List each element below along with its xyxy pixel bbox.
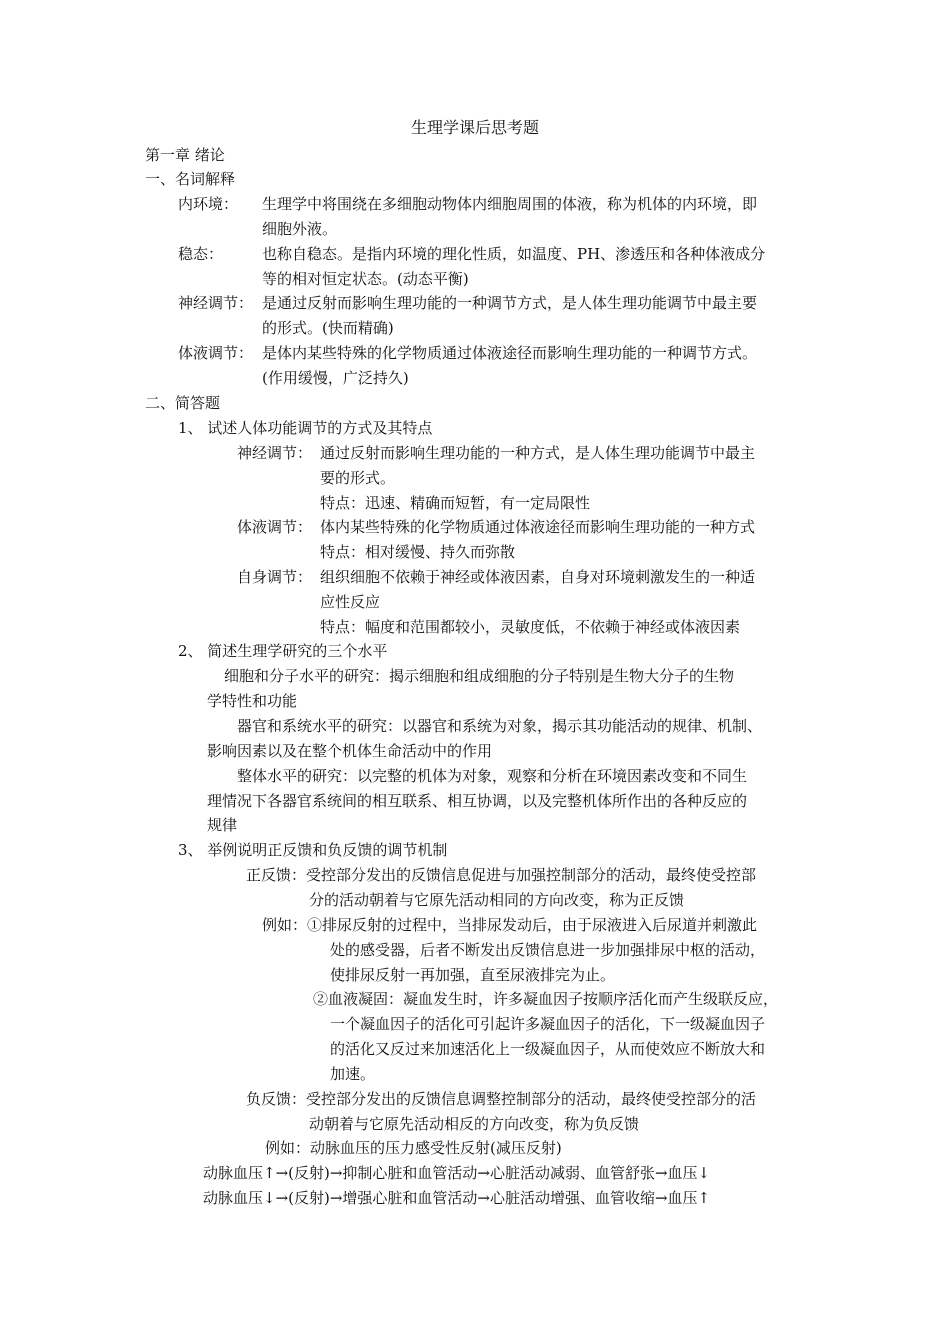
- q3-positive-line: 正反馈：受控部分发出的反馈信息促进与加强控制部分的活动，最终使受控部: [246, 866, 757, 884]
- q1-auto-term: 自身调节：: [237, 568, 313, 586]
- q3-example-line: 加速。: [330, 1065, 376, 1083]
- definition-body: [262, 192, 810, 242]
- q2-paragraph-line: 影响因素以及在整个机体生命活动中的作用: [207, 742, 493, 760]
- q3-negative-example: 例如：动脉血压的压力感受性反射(减压反射): [265, 1139, 562, 1157]
- question-1-title: 1、 试述人体功能调节的方式及其特点: [178, 419, 433, 437]
- q3-negative-line: 动朝着与它原先活动相反的方向改变，称为负反馈: [309, 1115, 640, 1133]
- page-title: 生理学课后思考题: [410, 118, 539, 137]
- q2-paragraph-line: 学特性和功能: [207, 692, 298, 710]
- q1-neural-feature: 特点：迅速、精确而短暂，有一定局限性: [320, 494, 591, 512]
- q1-auto-feature: 特点：幅度和范围都较小，灵敏度低，不依赖于神经或体液因素: [320, 618, 741, 636]
- definition-line: 也称自稳态。是指内环境的理化性质，如温度、PH、渗透压和各种体液成分: [262, 245, 766, 263]
- q1-humoral-feature: 特点：相对缓慢、持久而弥散: [320, 543, 516, 561]
- definition-line: 是体内某些特殊的化学物质通过体液途径而影响生理功能的一种调节方式。: [262, 344, 758, 362]
- definition-body: [262, 242, 810, 292]
- q2-paragraph-line: 理情况下各器官系统间的相互联系、相互协调，以及完整机体所作出的各种反应的: [207, 792, 748, 810]
- q3-example-line: 使排尿反射一再加强，直至尿液排完为止。: [330, 966, 616, 984]
- q3-example-line: 的活化又反过来加速活化上一级凝血因子，从而使效应不断放大和: [330, 1040, 766, 1058]
- definition-line: (作用缓慢，广泛持久): [262, 369, 409, 387]
- q3-reflex-chain-down: 动脉血压↓→(反射)→增强心脏和血管活动→心脏活动增强、血管收缩→血压↑: [203, 1189, 711, 1207]
- definition-term: 神经调节：: [178, 294, 254, 312]
- definition-line: 生理学中将围绕在多细胞动物体内细胞周围的体液，称为机体的内环境，即: [262, 195, 758, 213]
- q3-example-line: ②血液凝固：凝血发生时，许多凝血因子按顺序活化而产生级联反应，: [313, 990, 779, 1008]
- q1-neural-line: 通过反射而影响生理功能的一种方式，是人体生理功能调节中最主: [320, 444, 756, 462]
- definition-term: 体液调节：: [178, 344, 254, 362]
- q3-negative-line: 负反馈：受控部分发出的反馈信息调整控制部分的活动，最终使受控部分的活: [246, 1090, 757, 1108]
- q2-paragraph-line: 规律: [207, 816, 238, 834]
- definition-body: [262, 291, 810, 341]
- definition-line: 的形式。(快而精确): [262, 319, 394, 337]
- q1-auto-line: 应性反应: [320, 593, 381, 611]
- definition-body: [262, 341, 810, 391]
- definition-term: 内环境：: [178, 195, 239, 213]
- q2-paragraph-line: 整体水平的研究：以完整的机体为对象，观察和分析在环境因素改变和不同生: [237, 767, 748, 785]
- q2-paragraph-line: 细胞和分子水平的研究：揭示细胞和组成细胞的分子特别是生物大分子的生物: [224, 667, 735, 685]
- definition-line: 等的相对恒定状态。(动态平衡): [262, 270, 469, 288]
- definition-line: 细胞外液。: [262, 220, 338, 238]
- q1-neural-line: 要的形式。: [320, 469, 396, 487]
- question-2-title: 2、 简述生理学研究的三个水平: [178, 642, 388, 660]
- q1-neural-term: 神经调节：: [237, 444, 313, 462]
- chapter-heading: 第一章 绪论: [145, 146, 225, 164]
- section-heading-questions: 二、简答题: [145, 394, 221, 412]
- q3-reflex-chain-up: 动脉血压↑→(反射)→抑制心脏和血管活动→心脏活动减弱、血管舒张→血压↓: [203, 1164, 711, 1182]
- q1-humoral-line: 体内某些特殊的化学物质通过体液途径而影响生理功能的一种方式: [320, 518, 756, 536]
- definition-term: 稳态：: [178, 245, 224, 263]
- question-3-title: 3、 举例说明正反馈和负反馈的调节机制: [178, 841, 448, 859]
- q3-example-line: 例如：①排尿反射的过程中，当排尿发动后，由于尿液进入后尿道并刺激此: [262, 916, 758, 934]
- section-heading-terms: 一、名词解释: [145, 170, 236, 188]
- q2-paragraph-line: 器官和系统水平的研究：以器官和系统为对象，揭示其功能活动的规律、机制、: [237, 717, 763, 735]
- q1-auto-line: 组织细胞不依赖于神经或体液因素，自身对环境刺激发生的一种适: [320, 568, 756, 586]
- definition-line: 是通过反射而影响生理功能的一种调节方式，是人体生理功能调节中最主要: [262, 294, 758, 312]
- q3-example-line: 一个凝血因子的活化可引起许多凝血因子的活化，下一级凝血因子: [330, 1015, 766, 1033]
- q3-positive-line: 分的活动朝着与它原先活动相同的方向改变，称为正反馈: [309, 891, 685, 909]
- q1-humoral-term: 体液调节：: [237, 518, 313, 536]
- q3-example-line: 处的感受器，后者不断发出反馈信息进一步加强排尿中枢的活动，: [330, 941, 766, 959]
